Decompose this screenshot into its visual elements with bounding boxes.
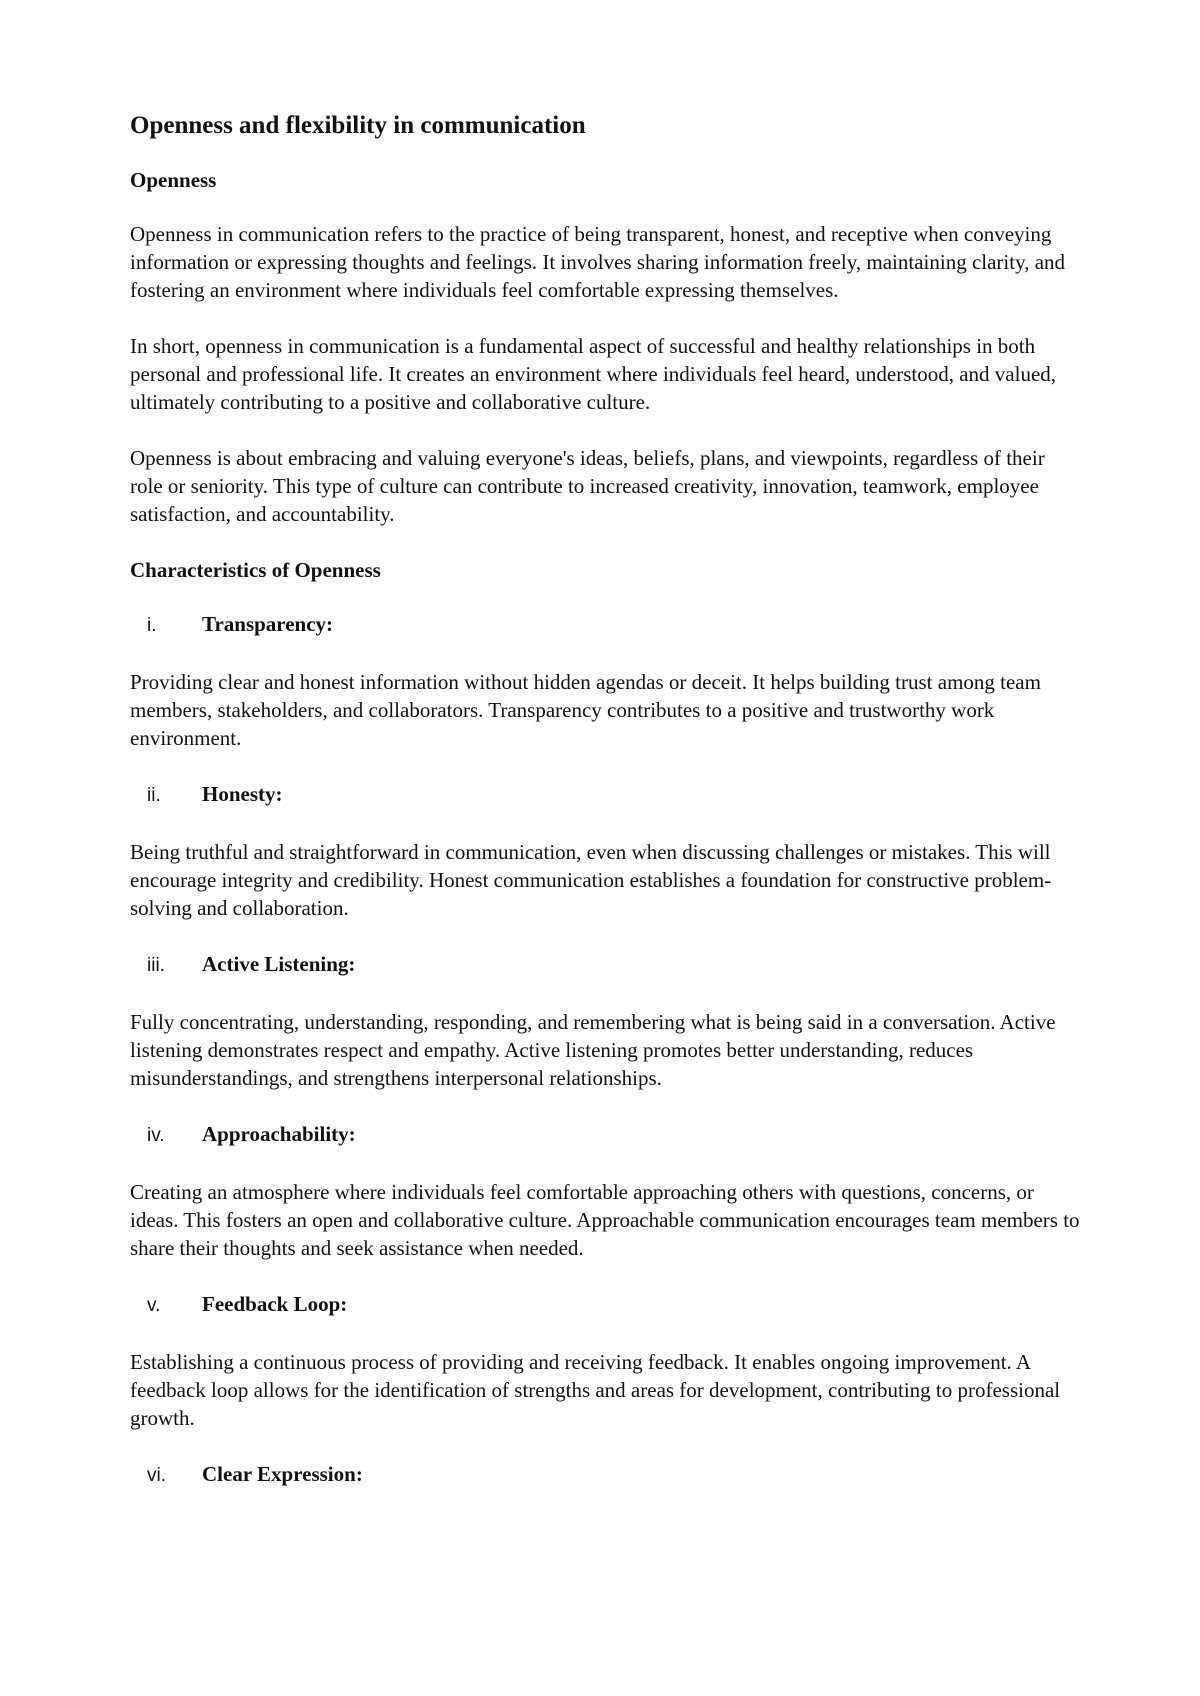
document-page	[130, 110, 1080, 1518]
intro-paragraph-1: Openness in communication refers to the practice of being transparent, honest, and receptive when conveying information or expressing thoughts and feelings. It involves sharing information freely, maintaining clarity, and fostering an environment where individuals feel comfortable expressing themselves.	[130, 222, 1066, 302]
characteristic-text-honesty: Being truthful and straightforward in communication, even when discussing challenges or mistakes. This will encourage integrity and credibility. Honest communication establishes a foundation for constructive problem-solving and collaboration.	[130, 840, 1052, 920]
list-number: i.	[147, 615, 157, 636]
characteristics-heading: Characteristics of Openness	[130, 558, 381, 582]
characteristic-heading-approachability	[130, 1120, 1080, 1150]
list-number: v.	[147, 1295, 161, 1316]
characteristic-text-feedback-loop: Establishing a continuous process of providing and receiving feedback. It enables ongoing improvement. A feedback loop allows for the identification of strengths and areas for development, contributing to professional growth.	[130, 1350, 1061, 1430]
characteristic-heading-active-listening	[130, 950, 1080, 980]
characteristic-heading-clear-expression	[130, 1460, 1080, 1490]
characteristic-heading-honesty	[130, 780, 1080, 810]
characteristic-title: Transparency:	[202, 612, 334, 636]
list-number: iii.	[147, 955, 165, 976]
characteristic-title: Approachability:	[202, 1122, 356, 1146]
intro-paragraph-2: In short, openness in communication is a fundamental aspect of successful and healthy relationships in both personal and professional life. It creates an environment where individuals feel heard, understood, and valued, ultimately contributing to a positive and collaborative culture.	[130, 334, 1057, 414]
list-number: ii.	[147, 785, 161, 806]
characteristic-text-approachability: Creating an atmosphere where individuals feel comfortable approaching others with questions, concerns, or ideas. This fosters an open and collaborative culture. Approachable communication encourages team members to share their thoughts and seek assistance when needed.	[130, 1180, 1080, 1260]
characteristic-title: Clear Expression:	[202, 1462, 363, 1486]
characteristic-title: Active Listening:	[202, 952, 356, 976]
list-number: iv.	[147, 1125, 165, 1146]
openness-heading: Openness	[130, 168, 217, 192]
characteristic-title: Honesty:	[202, 782, 283, 806]
characteristic-heading-feedback-loop	[130, 1290, 1080, 1320]
characteristic-title: Feedback Loop:	[202, 1292, 348, 1316]
list-number: vi.	[147, 1465, 166, 1486]
characteristic-heading-transparency	[130, 610, 1080, 640]
document-title: Openness and flexibility in communication	[130, 112, 586, 139]
characteristic-text-active-listening: Fully concentrating, understanding, responding, and remembering what is being said in a conversation. Active listening demonstrates respect and empathy. Active listening promotes better understanding, reduces misunderstandings, and strengthens interpersonal relationships.	[130, 1010, 1056, 1090]
intro-paragraph-3: Openness is about embracing and valuing everyone's ideas, beliefs, plans, and viewpoints, regardless of their role or seniority. This type of culture can contribute to increased creativity, innovation, teamwork, employee satisfaction, and accountability.	[130, 446, 1045, 526]
characteristic-text-transparency: Providing clear and honest information without hidden agendas or deceit. It helps building trust among team members, stakeholders, and collaborators. Transparency contributes to a positive and trustworthy work environment.	[130, 670, 1041, 750]
